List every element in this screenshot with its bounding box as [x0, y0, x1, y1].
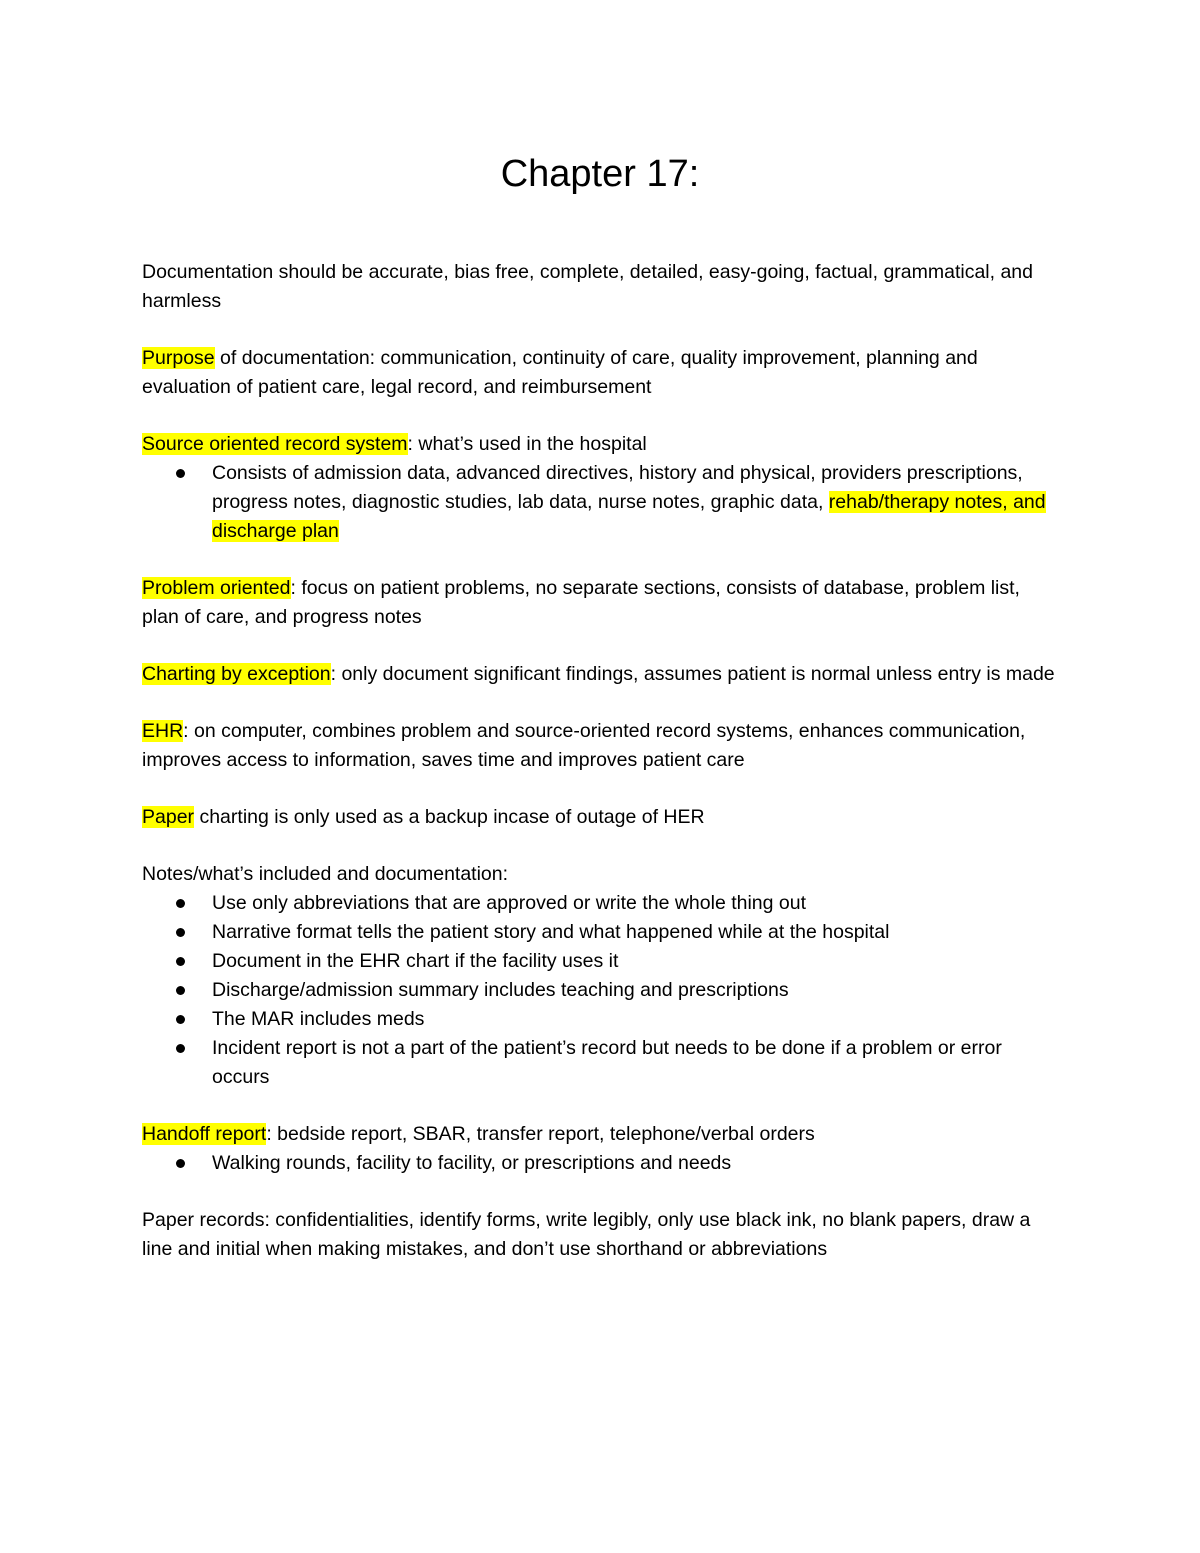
list-item	[142, 976, 1062, 1005]
paper-term: Paper	[142, 806, 195, 828]
handoff-paragraph	[142, 1120, 1062, 1149]
source-oriented-term: Source oriented record system	[142, 433, 408, 455]
bullet-icon	[176, 1044, 185, 1053]
bullet-icon	[176, 1159, 185, 1168]
ehr-text: : on computer, combines problem and source-oriented record systems, enhances communication, improves access to information, saves time and improves patient care	[142, 720, 1026, 771]
ehr-term: EHR	[142, 720, 184, 742]
problem-oriented-paragraph	[142, 574, 1062, 632]
handoff-section	[142, 1120, 1062, 1178]
charting-exception-paragraph	[142, 660, 1062, 689]
charting-exception-term: Charting by exception	[142, 663, 331, 685]
list-item	[142, 889, 1062, 918]
notes-list	[142, 889, 1062, 1092]
bullet-icon	[176, 1015, 185, 1024]
notes-item-text: Discharge/admission summary includes teaching and prescriptions	[212, 979, 789, 1001]
bullet-icon	[176, 986, 185, 995]
handoff-list	[142, 1149, 1062, 1178]
page-title: Chapter 17:	[500, 153, 700, 195]
paper-text: charting is only used as a backup incase of outage of HER	[194, 806, 705, 828]
intro-paragraph: Documentation should be accurate, bias free, complete, detailed, easy-going, factual, grammatical, and harmless	[142, 261, 1034, 312]
list-item	[142, 918, 1062, 947]
source-oriented-list	[142, 459, 1062, 546]
list-item	[142, 947, 1062, 976]
paper-records-paragraph: Paper records: confidentialities, identify forms, write legibly, only use black ink, no blank papers, draw a line and initial when making mistakes, and don’t use shorthand or abbreviations	[142, 1209, 1031, 1260]
source-bullet-text: Consists of admission data, advanced directives, history and physical, providers prescriptions, progress notes, diagnostic studies, lab data, nurse notes, graphic data,	[212, 462, 1023, 513]
handoff-text: : bedside report, SBAR, transfer report, telephone/verbal orders	[266, 1123, 815, 1145]
notes-section	[142, 860, 1062, 1092]
bullet-icon	[176, 899, 185, 908]
notes-heading: Notes/what’s included and documentation:	[142, 863, 509, 885]
notes-item-text: Narrative format tells the patient story and what happened while at the hospital	[212, 921, 890, 943]
notes-item-text: Incident report is not a part of the patient’s record but needs to be done if a problem or error occurs	[212, 1037, 1002, 1088]
bullet-icon	[176, 928, 185, 937]
purpose-text: of documentation: communication, continuity of care, quality improvement, planning and evaluation of patient care, legal record, and reimbursement	[142, 347, 978, 398]
problem-oriented-text: : focus on patient problems, no separate sections, consists of database, problem list, plan of care, and progress notes	[142, 577, 1020, 628]
source-oriented-section	[142, 430, 1062, 546]
handoff-item-text: Walking rounds, facility to facility, or prescriptions and needs	[212, 1152, 732, 1174]
notes-item-text: Document in the EHR chart if the facility uses it	[212, 950, 619, 972]
list-item	[142, 1034, 1062, 1092]
bullet-icon	[176, 957, 185, 966]
document-body	[142, 258, 1062, 1292]
handoff-term: Handoff report	[142, 1123, 267, 1145]
source-oriented-text: : what’s used in the hospital	[407, 433, 647, 455]
charting-exception-text: : only document significant findings, assumes patient is normal unless entry is made	[330, 663, 1055, 685]
notes-item-text: The MAR includes meds	[212, 1008, 425, 1030]
list-item	[142, 459, 1062, 546]
list-item	[142, 1149, 1062, 1178]
purpose-term: Purpose	[142, 347, 215, 369]
source-bullet-highlight: rehab/therapy notes, and discharge plan	[212, 491, 1046, 542]
purpose-paragraph	[142, 344, 1062, 402]
source-oriented-paragraph	[142, 430, 1062, 459]
list-item	[142, 1005, 1062, 1034]
notes-item-text: Use only abbreviations that are approved or write the whole thing out	[212, 892, 807, 914]
ehr-paragraph	[142, 717, 1062, 775]
bullet-icon	[176, 469, 185, 478]
paper-paragraph	[142, 803, 1062, 832]
problem-oriented-term: Problem oriented	[142, 577, 291, 599]
